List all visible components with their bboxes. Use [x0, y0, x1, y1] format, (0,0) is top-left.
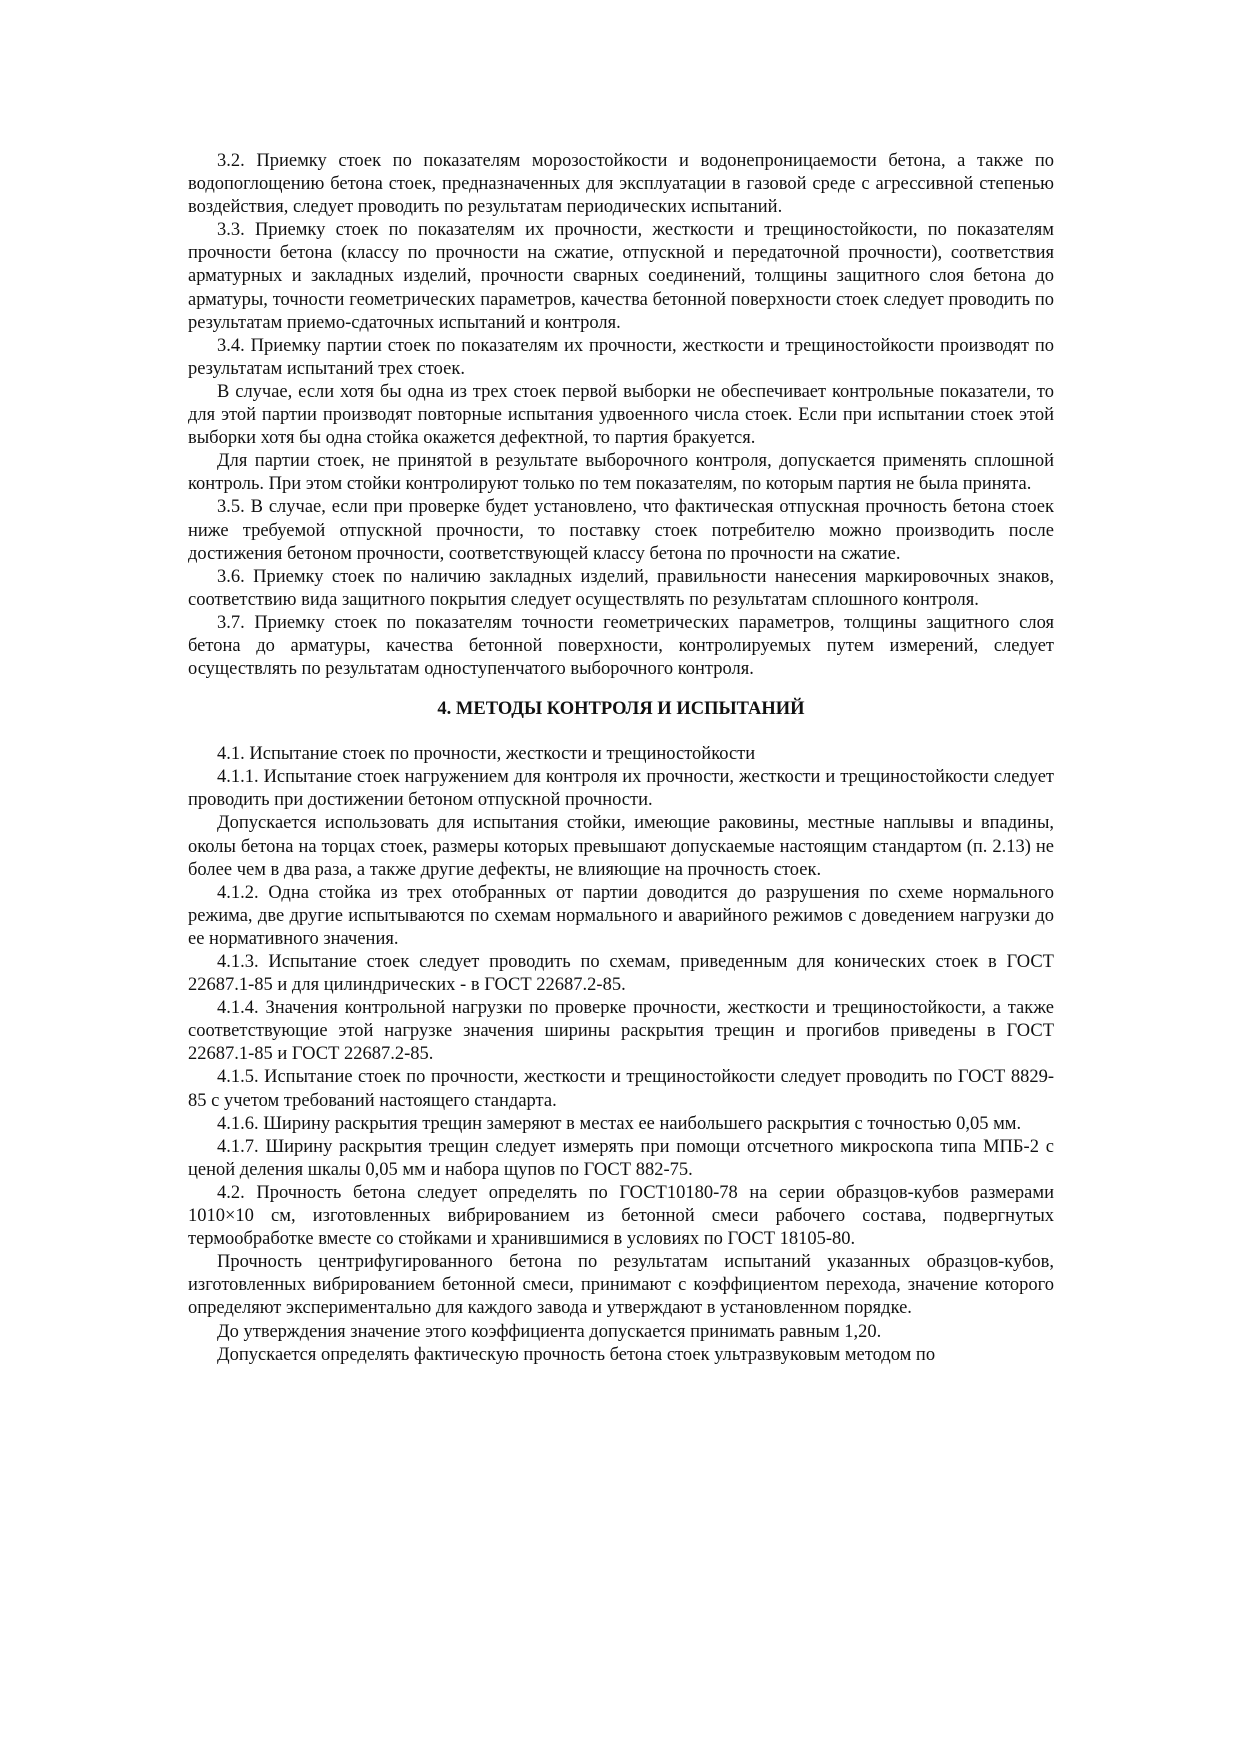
paragraph-4-1-2: 4.1.2. Одна стойка из трех отобранных от партии доводится до разрушения по схеме нормального режима, две другие испытываются по схемам нормального и аварийного режимов с доведением нагрузки до ее нормативного значения. — [188, 882, 1054, 949]
paragraph-4-1: 4.1. Испытание стоек по прочности, жесткости и трещиностойкости — [217, 744, 756, 765]
paragraph-4-2-default-value: До утверждения значение этого коэффициента допускается принимать равным 1,20. — [217, 1321, 882, 1342]
paragraph-3-4: 3.4. Приемку партии стоек по показателям их прочности, жесткости и трещиностойкости производят по результатам испытаний трех стоек. — [188, 335, 1054, 379]
paragraph-3-3: 3.3. Приемку стоек по показателям их прочности, жесткости и трещиностойкости, по показателям прочности бетона (классу по прочности на сжатие, отпускной и передаточной прочности), соответствия арматурных и закладных изделий, прочности сварных соединений, толщины защитного слоя бетона до арматуры, точности геометрических параметров, качества бетонной поверхности стоек следует проводить по результатам приемо-сдаточных испытаний и контроля. — [188, 220, 1054, 333]
paragraph-4-1-3: 4.1.3. Испытание стоек следует проводить по схемам, приведенным для конических стоек в ГОСТ 22687.1-85 и для цилиндрических - в ГОСТ 22687.2-85. — [188, 952, 1054, 996]
paragraph-3-2: 3.2. Приемку стоек по показателям морозостойкости и водонепроницаемости бетона, а также по водопоглощению бетона стоек, предназначенных для эксплуатации в газовой среде с агрессивной степенью воздействия, следует проводить по результатам периодических испытаний. — [188, 151, 1054, 218]
section-heading: 4. МЕТОДЫ КОНТРОЛЯ И ИСПЫТАНИЙ — [437, 699, 805, 720]
paragraph-3-5: 3.5. В случае, если при проверке будет установлено, что фактическая отпускная прочность бетона стоек ниже требуемой отпускной прочности, то поставку стоек потребителю можно производить после достижения бетоном прочности, соответствующей классу бетона по прочности на сжатие. — [188, 497, 1054, 564]
paragraph-4-2: 4.2. Прочность бетона следует определять по ГОСТ10180-78 на серии образцов-кубов размерами 1010×10 см, изготовленных вибрированием из бетонной смеси рабочего состава, подвергнутых термообработке вместе со стойками и хранившимися в условиях по ГОСТ 18105-80. — [188, 1182, 1054, 1250]
paragraph-3-4-full-control: Для партии стоек, не принятой в результате выборочного контроля, допускается применять сплошной контроль. При этом стойки контролируют только по тем показателям, по которым партия не была принята. — [188, 451, 1054, 495]
paragraph-4-1-6: 4.1.6. Ширину раскрытия трещин замеряют в местах ее наибольшего раскрытия с точностью 0,05 мм. — [217, 1113, 1022, 1134]
paragraph-4-1-4: 4.1.4. Значения контрольной нагрузки по проверке прочности, жесткости и трещиностойкости, а также соответствующие этой нагрузке значения ширины раскрытия трещин и прогибов приведены в ГОСТ 22687.1-85 и ГОСТ 22687.2-85. — [188, 998, 1054, 1065]
document-page — [188, 150, 1054, 1367]
paragraph-4-1-1: 4.1.1. Испытание стоек нагружением для контроля их прочности, жесткости и трещиностойкости следует проводить при достижении бетоном отпускной прочности. — [188, 767, 1054, 811]
paragraph-4-2-coefficient: Прочность центрифугированного бетона по результатам испытаний указанных образцов-кубов, изготовленных вибрированием бетонной смеси, принимают с коэффициентом перехода, значение которого определяют экспериментально для каждого завода и утверждают в установленном порядке. — [188, 1252, 1054, 1319]
paragraph-3-7: 3.7. Приемку стоек по показателям точности геометрических параметров, толщины защитного слоя бетона до арматуры, качества бетонной поверхности, контролируемых путем измерений, следует осуществлять по результатам одноступенчатого выборочного контроля. — [188, 612, 1054, 680]
paragraph-4-1-5: 4.1.5. Испытание стоек по прочности, жесткости и трещиностойкости следует проводить по ГОСТ 8829-85 с учетом требований настоящего стандарта. — [188, 1067, 1054, 1111]
paragraph-3-4-retest: В случае, если хотя бы одна из трех стоек первой выборки не обеспечивает контрольные показатели, то для этой партии производят повторные испытания удвоенного числа стоек. Если при испытании стоек этой выборки хотя бы одна стойка окажется дефектной, то партия бракуется. — [188, 381, 1054, 449]
paragraph-4-1-1-defects: Допускается использовать для испытания стойки, имеющие раковины, местные наплывы и впадины, околы бетона на торцах стоек, размеры которых превышают допускаемые настоящим стандартом (п. 2.13) не более чем в два раза, а также другие дефекты, не влияющие на прочность стоек. — [188, 813, 1054, 880]
paragraph-4-1-7: 4.1.7. Ширину раскрытия трещин следует измерять при помощи отсчетного микроскопа типа МПБ-2 с ценой деления шкалы 0,05 мм и набора щупов по ГОСТ 882-75. — [188, 1136, 1054, 1180]
paragraph-4-2-ultrasonic: Допускается определять фактическую прочность бетона стоек ультразвуковым методом по — [217, 1344, 936, 1365]
paragraph-3-6: 3.6. Приемку стоек по наличию закладных изделий, правильности нанесения маркировочных знаков, соответствию вида защитного покрытия следует осуществлять по результатам сплошного контроля. — [188, 566, 1054, 610]
